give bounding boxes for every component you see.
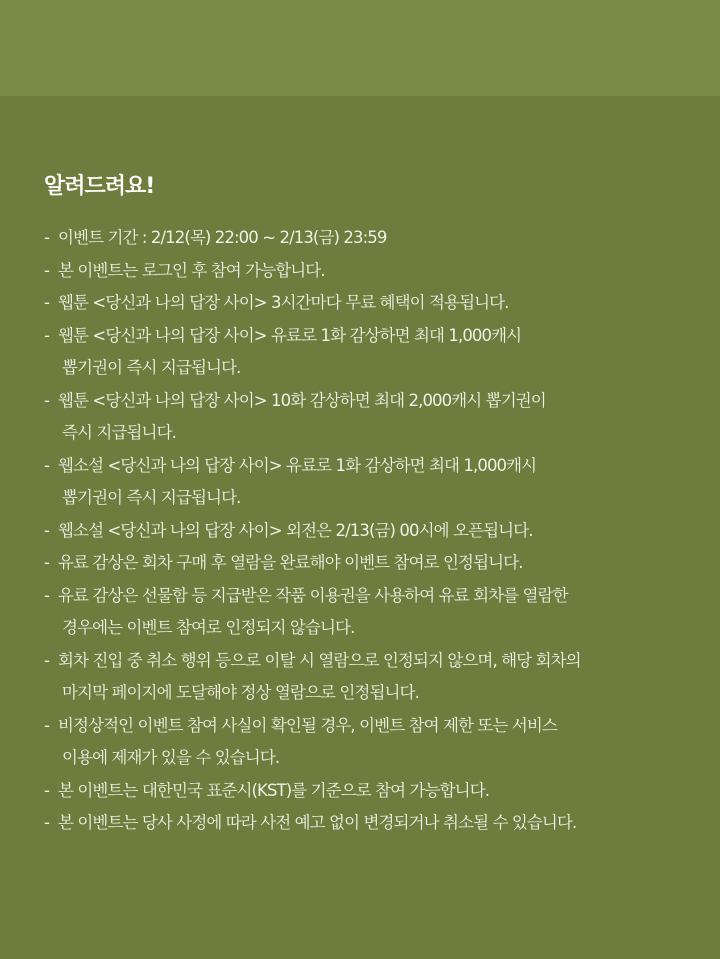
notice-item bbox=[44, 645, 684, 710]
notice-item-text: 웹소설 <당신과 나의 답장 사이> 외전은 2/13(금) 00시에 오픈됩니다. bbox=[58, 520, 533, 540]
notice-item-text: 유료 감상은 회차 구매 후 열람을 완료해야 이벤트 참여로 인정됩니다. bbox=[58, 553, 523, 572]
bullet-dash: - bbox=[44, 260, 50, 280]
bullet-dash: - bbox=[44, 325, 50, 345]
notice-item-text: 마지막 페이지에 도달해야 정상 열람으로 인정됩니다. bbox=[62, 683, 419, 702]
notice-item bbox=[44, 710, 684, 775]
notice-item bbox=[44, 807, 684, 840]
notice-list bbox=[44, 222, 684, 840]
bullet-dash: - bbox=[44, 293, 50, 312]
notice-item bbox=[44, 580, 684, 645]
bullet-dash: - bbox=[44, 585, 50, 605]
notice-item-text: 웹소설 <당신과 나의 답장 사이> 유료로 1화 감상하면 최대 1,000캐시 bbox=[58, 455, 537, 475]
bullet-dash: - bbox=[44, 553, 50, 572]
notice-item bbox=[44, 385, 684, 450]
notice-item-text: 웹툰 <당신과 나의 답장 사이> 10화 감상하면 최대 2,000캐시 뽑기권이 bbox=[58, 390, 546, 410]
bullet-dash: - bbox=[44, 228, 50, 247]
bullet-dash: - bbox=[44, 455, 50, 475]
notice-item-text: 경우에는 이벤트 참여로 인정되지 않습니다. bbox=[62, 618, 355, 637]
notice-item bbox=[44, 547, 684, 580]
notice-item-text: 즉시 지급됩니다. bbox=[62, 423, 176, 442]
bullet-dash: - bbox=[44, 650, 50, 670]
notice-item bbox=[44, 515, 684, 548]
notice-item bbox=[44, 222, 684, 255]
notice-item-text: 이벤트 기간 : 2/12(목) 22:00 ~ 2/13(금) 23:59 bbox=[58, 228, 387, 247]
notice-item-text: 웹툰 <당신과 나의 답장 사이> 유료로 1화 감상하면 최대 1,000캐시 bbox=[58, 325, 522, 345]
notice-item bbox=[44, 255, 684, 288]
notice-item bbox=[44, 775, 684, 808]
notice-section bbox=[0, 96, 720, 840]
notice-item-text: 뽑기권이 즉시 지급됩니다. bbox=[62, 358, 241, 377]
header-banner bbox=[0, 0, 720, 96]
notice-item-text: 본 이벤트는 당사 사정에 따라 사전 예고 없이 변경되거나 취소될 수 있습니다. bbox=[58, 813, 577, 832]
notice-item-text: 뽑기권이 즉시 지급됩니다. bbox=[62, 488, 241, 507]
notice-title: 알려드려요! bbox=[44, 174, 155, 199]
notice-item bbox=[44, 287, 684, 320]
bullet-dash: - bbox=[44, 813, 50, 832]
notice-item bbox=[44, 450, 684, 515]
notice-item-text: 본 이벤트는 대한민국 표준시(KST)를 기준으로 참여 가능합니다. bbox=[58, 780, 490, 800]
notice-item-text: 유료 감상은 선물함 등 지급받은 작품 이용권을 사용하여 유료 회차를 열람한 bbox=[58, 585, 568, 605]
bullet-dash: - bbox=[44, 780, 50, 800]
notice-item-text: 회차 진입 중 취소 행위 등으로 이탈 시 열람으로 인정되지 않으며, 해당 회차의 bbox=[58, 650, 581, 670]
notice-item bbox=[44, 320, 684, 385]
notice-item-text: 웹툰 <당신과 나의 답장 사이> 3시간마다 무료 혜택이 적용됩니다. bbox=[58, 293, 509, 312]
notice-item-text: 이용에 제재가 있을 수 있습니다. bbox=[62, 748, 280, 767]
bullet-dash: - bbox=[44, 390, 50, 410]
notice-item-text: 본 이벤트는 로그인 후 참여 가능합니다. bbox=[58, 260, 325, 280]
bullet-dash: - bbox=[44, 520, 50, 540]
bullet-dash: - bbox=[44, 715, 50, 735]
notice-item-text: 비정상적인 이벤트 참여 사실이 확인될 경우, 이벤트 참여 제한 또는 서비스 bbox=[58, 715, 557, 735]
